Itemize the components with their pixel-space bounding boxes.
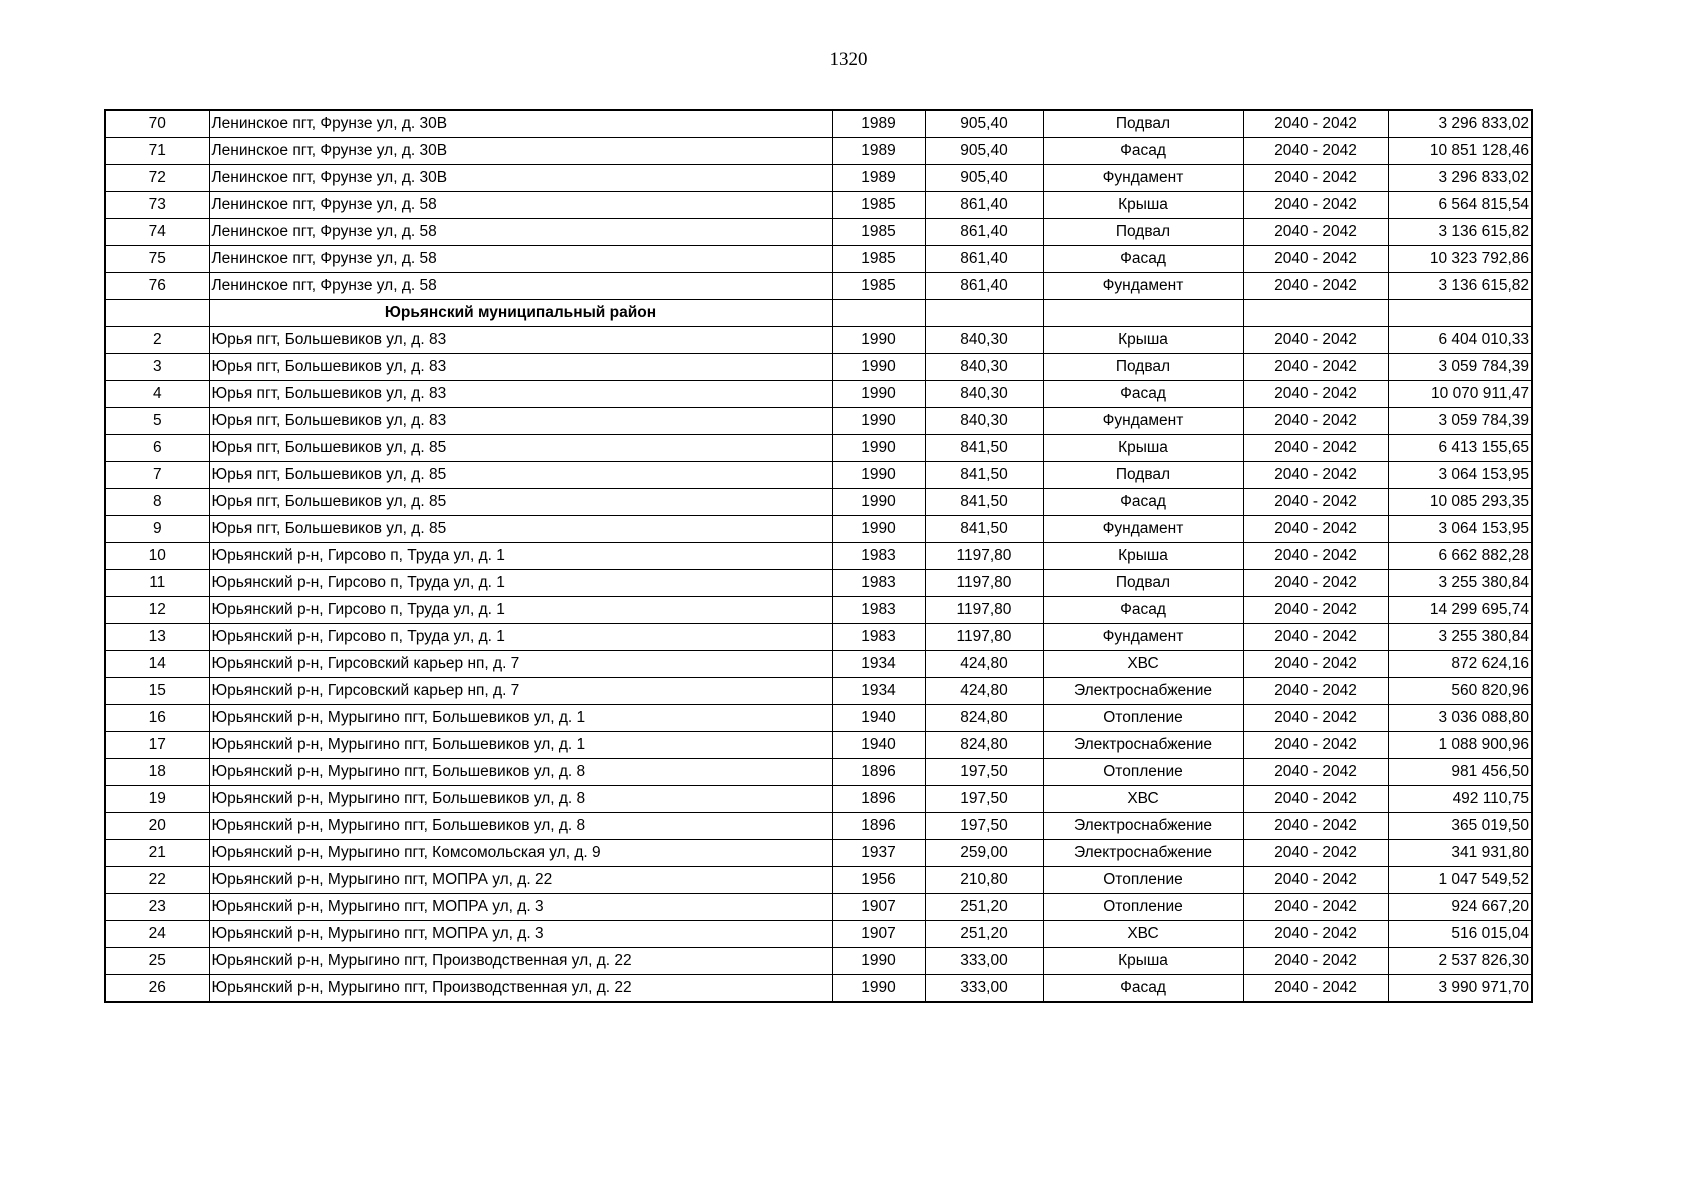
- row-number: 73: [105, 192, 209, 219]
- row-number: 70: [105, 110, 209, 138]
- address-cell: Юрья пгт, Большевиков ул, д. 85: [209, 516, 832, 543]
- area-cell: 861,40: [925, 192, 1043, 219]
- work-type-cell: Фасад: [1043, 975, 1243, 1003]
- row-number: 74: [105, 219, 209, 246]
- area-cell: 841,50: [925, 435, 1043, 462]
- row-number: 24: [105, 921, 209, 948]
- address-cell: Юрьянский р-н, Мурыгино пгт, Комсомольская ул, д. 9: [209, 840, 832, 867]
- year-cell: 1985: [832, 192, 925, 219]
- cost-cell: 6 564 815,54: [1388, 192, 1532, 219]
- period-cell: 2040 - 2042: [1243, 246, 1388, 273]
- work-type-cell: Электроснабжение: [1043, 732, 1243, 759]
- row-number: 25: [105, 948, 209, 975]
- area-cell: 197,50: [925, 759, 1043, 786]
- work-type-cell: ХВС: [1043, 786, 1243, 813]
- work-type-cell: Отопление: [1043, 894, 1243, 921]
- cost-cell: 10 323 792,86: [1388, 246, 1532, 273]
- cost-cell: 1 088 900,96: [1388, 732, 1532, 759]
- work-type-cell: Фасад: [1043, 489, 1243, 516]
- area-cell: 841,50: [925, 516, 1043, 543]
- area-cell: 424,80: [925, 651, 1043, 678]
- area-cell: 333,00: [925, 975, 1043, 1003]
- address-cell: Юрья пгт, Большевиков ул, д. 83: [209, 381, 832, 408]
- year-cell: 1990: [832, 489, 925, 516]
- row-number: 75: [105, 246, 209, 273]
- period-cell: 2040 - 2042: [1243, 516, 1388, 543]
- area-cell: 1197,80: [925, 543, 1043, 570]
- work-type-cell: Подвал: [1043, 219, 1243, 246]
- work-type-cell: Фундамент: [1043, 408, 1243, 435]
- cost-cell: 6 404 010,33: [1388, 327, 1532, 354]
- work-type-cell: Электроснабжение: [1043, 840, 1243, 867]
- address-cell: Ленинское пгт, Фрунзе ул, д. 58: [209, 246, 832, 273]
- cost-cell: 3 296 833,02: [1388, 165, 1532, 192]
- table-row: [105, 408, 1532, 435]
- period-cell: 2040 - 2042: [1243, 813, 1388, 840]
- period-cell: 2040 - 2042: [1243, 921, 1388, 948]
- work-type-cell: Фундамент: [1043, 165, 1243, 192]
- year-cell: 1937: [832, 840, 925, 867]
- address-cell: Юрьянский р-н, Гирсово п, Труда ул, д. 1: [209, 543, 832, 570]
- row-number: 5: [105, 408, 209, 435]
- cost-cell: 3 136 615,82: [1388, 219, 1532, 246]
- area-cell: 861,40: [925, 273, 1043, 300]
- section-header-row: [105, 300, 1532, 327]
- area-cell: 841,50: [925, 489, 1043, 516]
- section-work-cell: [1043, 300, 1243, 327]
- address-cell: Юрья пгт, Большевиков ул, д. 83: [209, 408, 832, 435]
- address-cell: Юрьянский р-н, Гирсово п, Труда ул, д. 1: [209, 597, 832, 624]
- address-cell: Юрьянский р-н, Мурыгино пгт, Большевиков ул, д. 8: [209, 813, 832, 840]
- row-number: 7: [105, 462, 209, 489]
- year-cell: 1956: [832, 867, 925, 894]
- year-cell: 1940: [832, 705, 925, 732]
- area-cell: 840,30: [925, 381, 1043, 408]
- year-cell: 1990: [832, 516, 925, 543]
- work-type-cell: ХВС: [1043, 921, 1243, 948]
- period-cell: 2040 - 2042: [1243, 705, 1388, 732]
- area-cell: 1197,80: [925, 597, 1043, 624]
- cost-cell: 516 015,04: [1388, 921, 1532, 948]
- period-cell: 2040 - 2042: [1243, 894, 1388, 921]
- table-row: [105, 138, 1532, 165]
- period-cell: 2040 - 2042: [1243, 462, 1388, 489]
- table-row: [105, 759, 1532, 786]
- table-row: [105, 651, 1532, 678]
- cost-cell: 10 851 128,46: [1388, 138, 1532, 165]
- row-number: 21: [105, 840, 209, 867]
- address-cell: Юрьянский р-н, Мурыгино пгт, МОПРА ул, д. 3: [209, 894, 832, 921]
- year-cell: 1990: [832, 435, 925, 462]
- table-row: [105, 354, 1532, 381]
- year-cell: 1990: [832, 381, 925, 408]
- work-type-cell: Крыша: [1043, 435, 1243, 462]
- area-cell: 1197,80: [925, 624, 1043, 651]
- address-cell: Юрьянский р-н, Мурыгино пгт, Производственная ул, д. 22: [209, 948, 832, 975]
- period-cell: 2040 - 2042: [1243, 489, 1388, 516]
- area-cell: 824,80: [925, 705, 1043, 732]
- cost-cell: 3 990 971,70: [1388, 975, 1532, 1003]
- period-cell: 2040 - 2042: [1243, 408, 1388, 435]
- cost-cell: 14 299 695,74: [1388, 597, 1532, 624]
- period-cell: 2040 - 2042: [1243, 840, 1388, 867]
- period-cell: 2040 - 2042: [1243, 110, 1388, 138]
- area-cell: 251,20: [925, 921, 1043, 948]
- cost-cell: 3 136 615,82: [1388, 273, 1532, 300]
- cost-cell: 924 667,20: [1388, 894, 1532, 921]
- work-type-cell: ХВС: [1043, 651, 1243, 678]
- address-cell: Юрья пгт, Большевиков ул, д. 83: [209, 354, 832, 381]
- year-cell: 1896: [832, 786, 925, 813]
- section-cost-cell: [1388, 300, 1532, 327]
- table-row: [105, 921, 1532, 948]
- area-cell: 197,50: [925, 813, 1043, 840]
- cost-cell: 3 296 833,02: [1388, 110, 1532, 138]
- row-number: 17: [105, 732, 209, 759]
- cost-cell: 3 059 784,39: [1388, 354, 1532, 381]
- year-cell: 1985: [832, 273, 925, 300]
- area-cell: 424,80: [925, 678, 1043, 705]
- period-cell: 2040 - 2042: [1243, 678, 1388, 705]
- year-cell: 1990: [832, 948, 925, 975]
- cost-cell: 3 036 088,80: [1388, 705, 1532, 732]
- address-cell: Юрьянский р-н, Мурыгино пгт, МОПРА ул, д. 3: [209, 921, 832, 948]
- table-row: [105, 381, 1532, 408]
- area-cell: 824,80: [925, 732, 1043, 759]
- cost-cell: 3 255 380,84: [1388, 624, 1532, 651]
- section-period-cell: [1243, 300, 1388, 327]
- table-row: [105, 678, 1532, 705]
- row-number: 8: [105, 489, 209, 516]
- row-number: 2: [105, 327, 209, 354]
- work-type-cell: Подвал: [1043, 354, 1243, 381]
- work-type-cell: Электроснабжение: [1043, 678, 1243, 705]
- period-cell: 2040 - 2042: [1243, 570, 1388, 597]
- table-row: [105, 840, 1532, 867]
- work-type-cell: Отопление: [1043, 867, 1243, 894]
- row-number: 13: [105, 624, 209, 651]
- period-cell: 2040 - 2042: [1243, 543, 1388, 570]
- row-number: 12: [105, 597, 209, 624]
- work-type-cell: Электроснабжение: [1043, 813, 1243, 840]
- row-number: 10: [105, 543, 209, 570]
- cost-cell: 10 085 293,35: [1388, 489, 1532, 516]
- table-row: [105, 597, 1532, 624]
- table-row: [105, 813, 1532, 840]
- address-cell: Юрьянский р-н, Мурыгино пгт, Большевиков ул, д. 1: [209, 705, 832, 732]
- period-cell: 2040 - 2042: [1243, 948, 1388, 975]
- cost-cell: 10 070 911,47: [1388, 381, 1532, 408]
- work-type-cell: Фасад: [1043, 597, 1243, 624]
- work-type-cell: Фундамент: [1043, 516, 1243, 543]
- period-cell: 2040 - 2042: [1243, 354, 1388, 381]
- cost-cell: 6 662 882,28: [1388, 543, 1532, 570]
- row-number: 76: [105, 273, 209, 300]
- year-cell: 1934: [832, 678, 925, 705]
- address-cell: Ленинское пгт, Фрунзе ул, д. 30В: [209, 165, 832, 192]
- table-row: [105, 624, 1532, 651]
- period-cell: 2040 - 2042: [1243, 273, 1388, 300]
- row-number: 19: [105, 786, 209, 813]
- address-cell: Юрья пгт, Большевиков ул, д. 83: [209, 327, 832, 354]
- section-area-cell: [925, 300, 1043, 327]
- row-number: 11: [105, 570, 209, 597]
- table-row: [105, 435, 1532, 462]
- period-cell: 2040 - 2042: [1243, 624, 1388, 651]
- work-type-cell: Фасад: [1043, 138, 1243, 165]
- year-cell: 1985: [832, 246, 925, 273]
- row-number: 22: [105, 867, 209, 894]
- year-cell: 1989: [832, 165, 925, 192]
- address-cell: Юрьянский р-н, Гирсовский карьер нп, д. 7: [209, 651, 832, 678]
- section-year-cell: [832, 300, 925, 327]
- year-cell: 1983: [832, 543, 925, 570]
- table-row: [105, 219, 1532, 246]
- period-cell: 2040 - 2042: [1243, 192, 1388, 219]
- row-number: 72: [105, 165, 209, 192]
- address-cell: Юрьянский р-н, Мурыгино пгт, Большевиков ул, д. 8: [209, 786, 832, 813]
- address-cell: Ленинское пгт, Фрунзе ул, д. 58: [209, 273, 832, 300]
- row-number: 18: [105, 759, 209, 786]
- period-cell: 2040 - 2042: [1243, 165, 1388, 192]
- period-cell: 2040 - 2042: [1243, 732, 1388, 759]
- area-cell: 197,50: [925, 786, 1043, 813]
- row-number: 9: [105, 516, 209, 543]
- row-number: 15: [105, 678, 209, 705]
- table-row: [105, 975, 1532, 1003]
- year-cell: 1934: [832, 651, 925, 678]
- year-cell: 1907: [832, 894, 925, 921]
- area-cell: 1197,80: [925, 570, 1043, 597]
- year-cell: 1990: [832, 327, 925, 354]
- address-cell: Ленинское пгт, Фрунзе ул, д. 58: [209, 192, 832, 219]
- table-row: [105, 110, 1532, 138]
- row-number: 20: [105, 813, 209, 840]
- table-row: [105, 705, 1532, 732]
- work-type-cell: Фасад: [1043, 246, 1243, 273]
- period-cell: 2040 - 2042: [1243, 138, 1388, 165]
- period-cell: 2040 - 2042: [1243, 651, 1388, 678]
- period-cell: 2040 - 2042: [1243, 219, 1388, 246]
- year-cell: 1989: [832, 138, 925, 165]
- address-cell: Юрьянский р-н, Мурыгино пгт, Большевиков ул, д. 8: [209, 759, 832, 786]
- cost-cell: 341 931,80: [1388, 840, 1532, 867]
- cost-cell: 2 537 826,30: [1388, 948, 1532, 975]
- address-cell: Юрьянский р-н, Мурыгино пгт, Большевиков ул, д. 1: [209, 732, 832, 759]
- table-row: [105, 948, 1532, 975]
- section-title: Юрьянский муниципальный район: [209, 300, 832, 327]
- year-cell: 1985: [832, 219, 925, 246]
- row-number: 14: [105, 651, 209, 678]
- work-type-cell: Подвал: [1043, 570, 1243, 597]
- area-cell: 905,40: [925, 138, 1043, 165]
- table-row: [105, 489, 1532, 516]
- table-row: [105, 732, 1532, 759]
- period-cell: 2040 - 2042: [1243, 597, 1388, 624]
- year-cell: 1990: [832, 354, 925, 381]
- cost-cell: 3 255 380,84: [1388, 570, 1532, 597]
- period-cell: 2040 - 2042: [1243, 327, 1388, 354]
- area-cell: 841,50: [925, 462, 1043, 489]
- cost-cell: 6 413 155,65: [1388, 435, 1532, 462]
- row-number: 4: [105, 381, 209, 408]
- area-cell: 259,00: [925, 840, 1043, 867]
- area-cell: 251,20: [925, 894, 1043, 921]
- address-cell: Юрьянский р-н, Гирсово п, Труда ул, д. 1: [209, 624, 832, 651]
- row-number: 23: [105, 894, 209, 921]
- work-type-cell: Отопление: [1043, 759, 1243, 786]
- table-row: [105, 462, 1532, 489]
- area-cell: 905,40: [925, 110, 1043, 138]
- year-cell: 1896: [832, 759, 925, 786]
- area-cell: 333,00: [925, 948, 1043, 975]
- table-row: [105, 327, 1532, 354]
- year-cell: 1940: [832, 732, 925, 759]
- year-cell: 1990: [832, 975, 925, 1003]
- area-cell: 840,30: [925, 354, 1043, 381]
- table-row: [105, 192, 1532, 219]
- cost-cell: 3 064 153,95: [1388, 516, 1532, 543]
- address-cell: Юрьянский р-н, Мурыгино пгт, МОПРА ул, д. 22: [209, 867, 832, 894]
- cost-cell: 872 624,16: [1388, 651, 1532, 678]
- cost-cell: 3 059 784,39: [1388, 408, 1532, 435]
- year-cell: 1896: [832, 813, 925, 840]
- period-cell: 2040 - 2042: [1243, 975, 1388, 1003]
- address-cell: Ленинское пгт, Фрунзе ул, д. 30В: [209, 138, 832, 165]
- year-cell: 1983: [832, 597, 925, 624]
- address-cell: Ленинское пгт, Фрунзе ул, д. 58: [209, 219, 832, 246]
- work-type-cell: Крыша: [1043, 192, 1243, 219]
- table-row: [105, 165, 1532, 192]
- area-cell: 210,80: [925, 867, 1043, 894]
- work-type-cell: Фундамент: [1043, 273, 1243, 300]
- table-row: [105, 786, 1532, 813]
- table-row: [105, 516, 1532, 543]
- row-number: 6: [105, 435, 209, 462]
- address-cell: Ленинское пгт, Фрунзе ул, д. 30В: [209, 110, 832, 138]
- area-cell: 840,30: [925, 327, 1043, 354]
- section-num-cell: [105, 300, 209, 327]
- period-cell: 2040 - 2042: [1243, 381, 1388, 408]
- work-type-cell: Фундамент: [1043, 624, 1243, 651]
- table-row: [105, 894, 1532, 921]
- work-type-cell: Крыша: [1043, 948, 1243, 975]
- table-row: [105, 867, 1532, 894]
- cost-cell: 365 019,50: [1388, 813, 1532, 840]
- cost-cell: 560 820,96: [1388, 678, 1532, 705]
- period-cell: 2040 - 2042: [1243, 435, 1388, 462]
- year-cell: 1990: [832, 408, 925, 435]
- table-row: [105, 246, 1532, 273]
- period-cell: 2040 - 2042: [1243, 786, 1388, 813]
- year-cell: 1989: [832, 110, 925, 138]
- row-number: 3: [105, 354, 209, 381]
- table-row: [105, 570, 1532, 597]
- work-type-cell: Отопление: [1043, 705, 1243, 732]
- area-cell: 861,40: [925, 219, 1043, 246]
- cost-cell: 981 456,50: [1388, 759, 1532, 786]
- area-cell: 905,40: [925, 165, 1043, 192]
- address-cell: Юрьянский р-н, Мурыгино пгт, Производственная ул, д. 22: [209, 975, 832, 1003]
- row-number: 16: [105, 705, 209, 732]
- cost-cell: 3 064 153,95: [1388, 462, 1532, 489]
- work-type-cell: Подвал: [1043, 110, 1243, 138]
- cost-cell: 492 110,75: [1388, 786, 1532, 813]
- table-row: [105, 273, 1532, 300]
- page-number: 1320: [829, 49, 868, 70]
- address-cell: Юрья пгт, Большевиков ул, д. 85: [209, 489, 832, 516]
- year-cell: 1983: [832, 570, 925, 597]
- table-row: [105, 543, 1532, 570]
- work-type-cell: Подвал: [1043, 462, 1243, 489]
- row-number: 26: [105, 975, 209, 1003]
- period-cell: 2040 - 2042: [1243, 867, 1388, 894]
- work-type-cell: Крыша: [1043, 327, 1243, 354]
- year-cell: 1907: [832, 921, 925, 948]
- work-type-cell: Крыша: [1043, 543, 1243, 570]
- area-cell: 861,40: [925, 246, 1043, 273]
- cost-cell: 1 047 549,52: [1388, 867, 1532, 894]
- address-cell: Юрьянский р-н, Гирсово п, Труда ул, д. 1: [209, 570, 832, 597]
- area-cell: 840,30: [925, 408, 1043, 435]
- row-number: 71: [105, 138, 209, 165]
- address-cell: Юрья пгт, Большевиков ул, д. 85: [209, 462, 832, 489]
- repair-schedule-table: [104, 109, 1533, 1003]
- year-cell: 1983: [832, 624, 925, 651]
- period-cell: 2040 - 2042: [1243, 759, 1388, 786]
- year-cell: 1990: [832, 462, 925, 489]
- address-cell: Юрья пгт, Большевиков ул, д. 85: [209, 435, 832, 462]
- address-cell: Юрьянский р-н, Гирсовский карьер нп, д. 7: [209, 678, 832, 705]
- work-type-cell: Фасад: [1043, 381, 1243, 408]
